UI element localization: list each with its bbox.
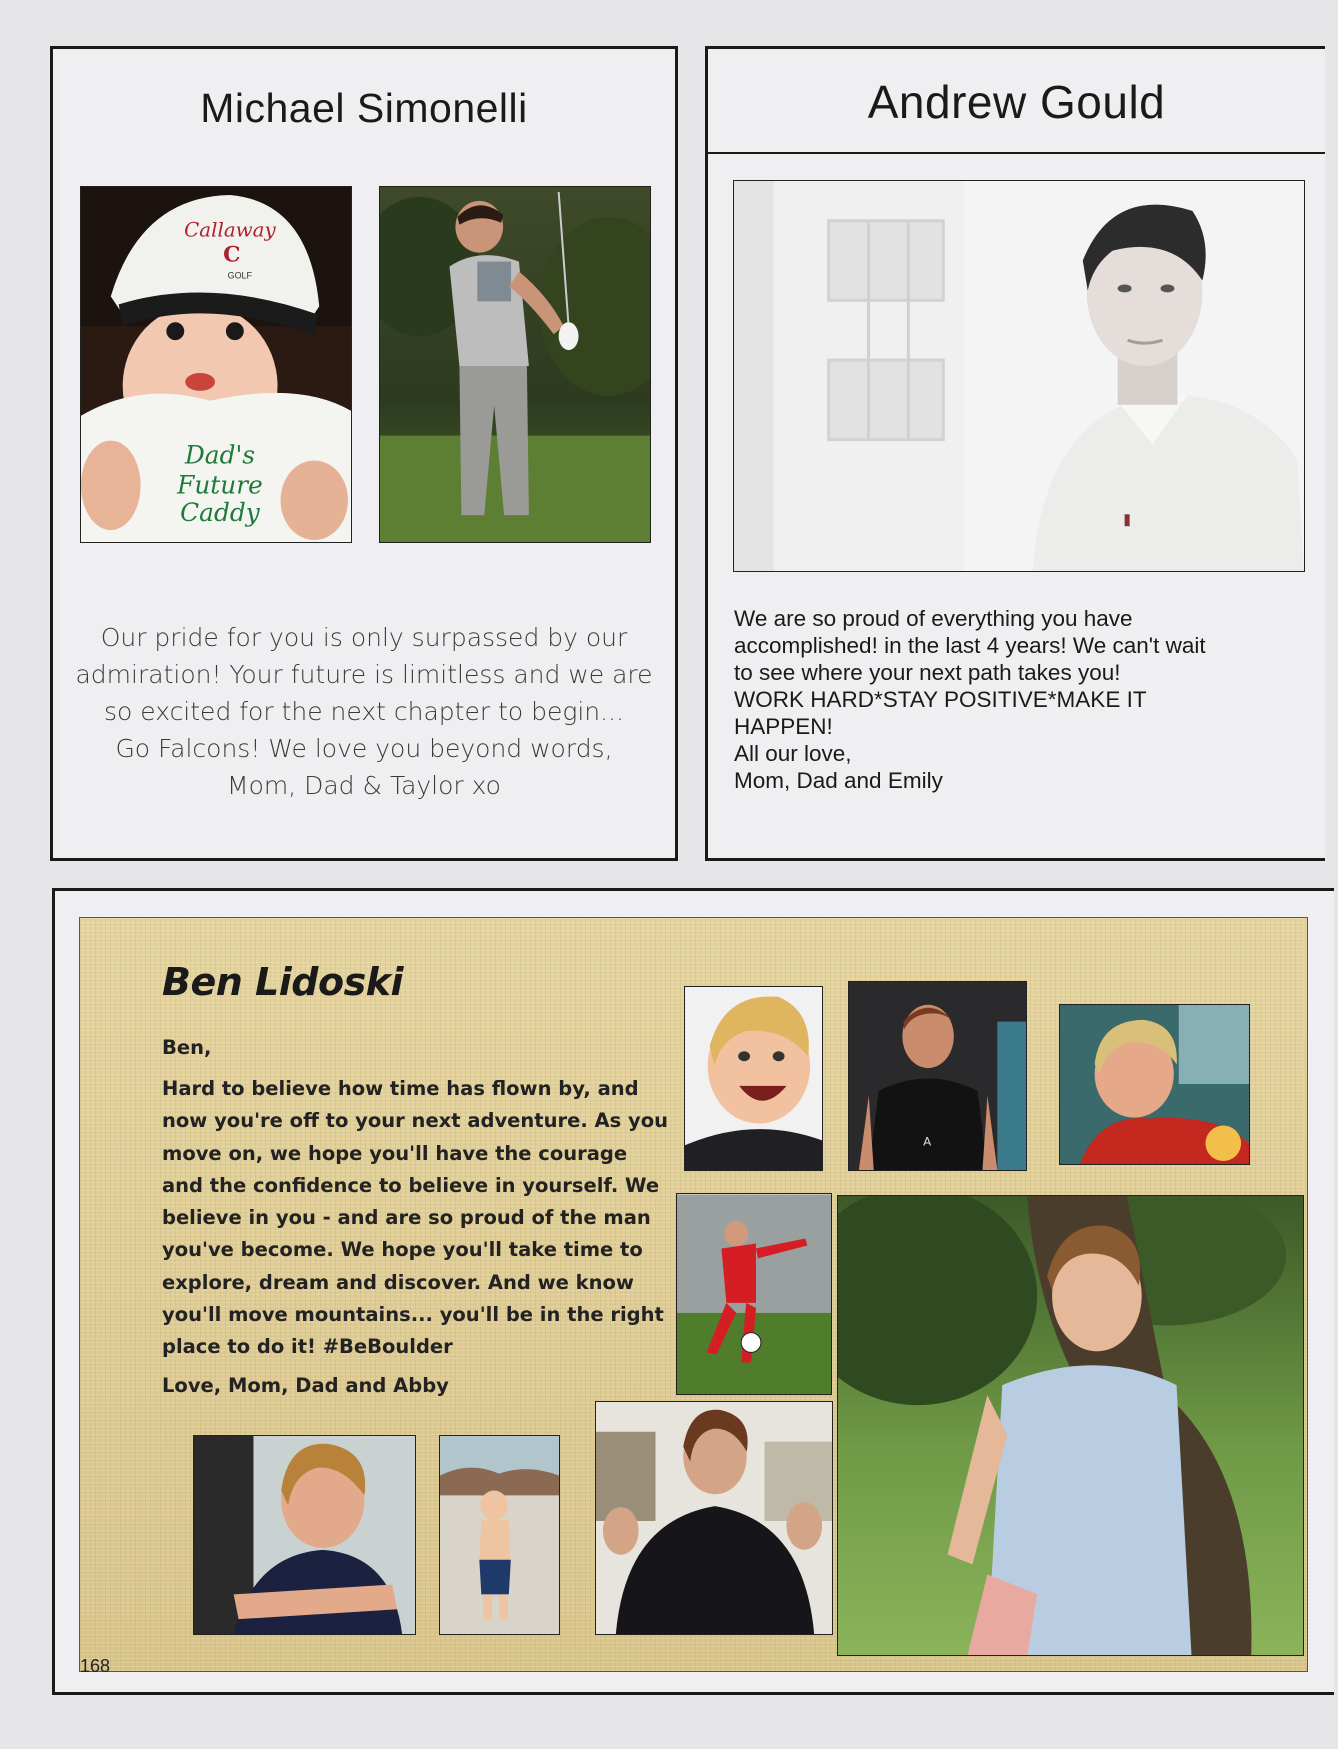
ben-body-line: you've become. We hope you'll take time to [162,1238,643,1262]
kid-crossed-arms-photo [193,1435,416,1635]
soccer-kick-photo [676,1193,832,1395]
svg-text:C: C [223,241,241,268]
golfer-photo [379,186,651,543]
andrew-name: Andrew Gould [867,76,1166,128]
andrew-header-rule [708,152,1325,154]
michael-name: Michael Simonelli [200,85,528,131]
teen-athlete-photo [848,981,1027,1171]
toddler-smiling-photo [684,986,823,1171]
ben-lidoski-panel [52,888,1334,1695]
ben-letter [162,1036,682,1397]
ben-body-line: place to do it! #BeBoulder [162,1335,453,1359]
toddler-beach-photo [439,1435,560,1635]
ben-greeting: Ben, [162,1036,212,1059]
ben-body-line: Hard to believe how time has flown by, and [162,1077,639,1100]
svg-text:Future: Future [177,470,263,500]
senior-portrait-tree-photo [837,1195,1304,1656]
ben-signoff: Love, Mom, Dad and Abby [162,1373,449,1397]
parchment-background [79,917,1308,1676]
page-number: 168 [80,1656,111,1676]
andrew-portrait-photo [733,180,1305,572]
ben-name: Ben Lidoski [162,960,403,1004]
ben-body-line: move on, we hope you'll have the courage [162,1141,628,1165]
cap-brand-text: Callaway [184,218,276,242]
ben-body-line: now you're off to your next adventure. As you [162,1109,669,1133]
svg-text:A: A [923,1134,932,1149]
svg-text:Caddy: Caddy [180,498,260,528]
ben-body-line: and the confidence to believe in yourself. We [162,1173,660,1197]
ben-body-line: explore, dream and discover. And we know [162,1270,634,1294]
kid-red-shirt-photo [1059,1004,1250,1165]
cap-sub-text: GOLF [227,270,252,281]
michael-simonelli-panel [50,46,678,861]
andrew-gould-panel [705,46,1325,861]
ben-body-line: believe in you - and are so proud of the man [162,1206,651,1230]
andrew-message: We are so proud of everything you have accomplished! in the last 4 years! We can't wait to see where your next path takes you! WORK HARD*STAY POSITIVE*MAKE IT HAPPEN! All our love, Mom, Dad and Emily [734,606,1206,793]
svg-text:Dad's: Dad's [184,440,256,470]
michael-message: Our pride for you is only surpassed by our admiration! Your future is limitless and we are so excited for the next chapter to begin... Go Falcons! We love you beyond words, Mom, Dad & Taylor xo [75,623,653,800]
ben-body-line: you'll move mountains... you'll be in the right [162,1303,664,1327]
thumbs-up-photo [595,1401,833,1635]
baby-photo [80,186,352,543]
